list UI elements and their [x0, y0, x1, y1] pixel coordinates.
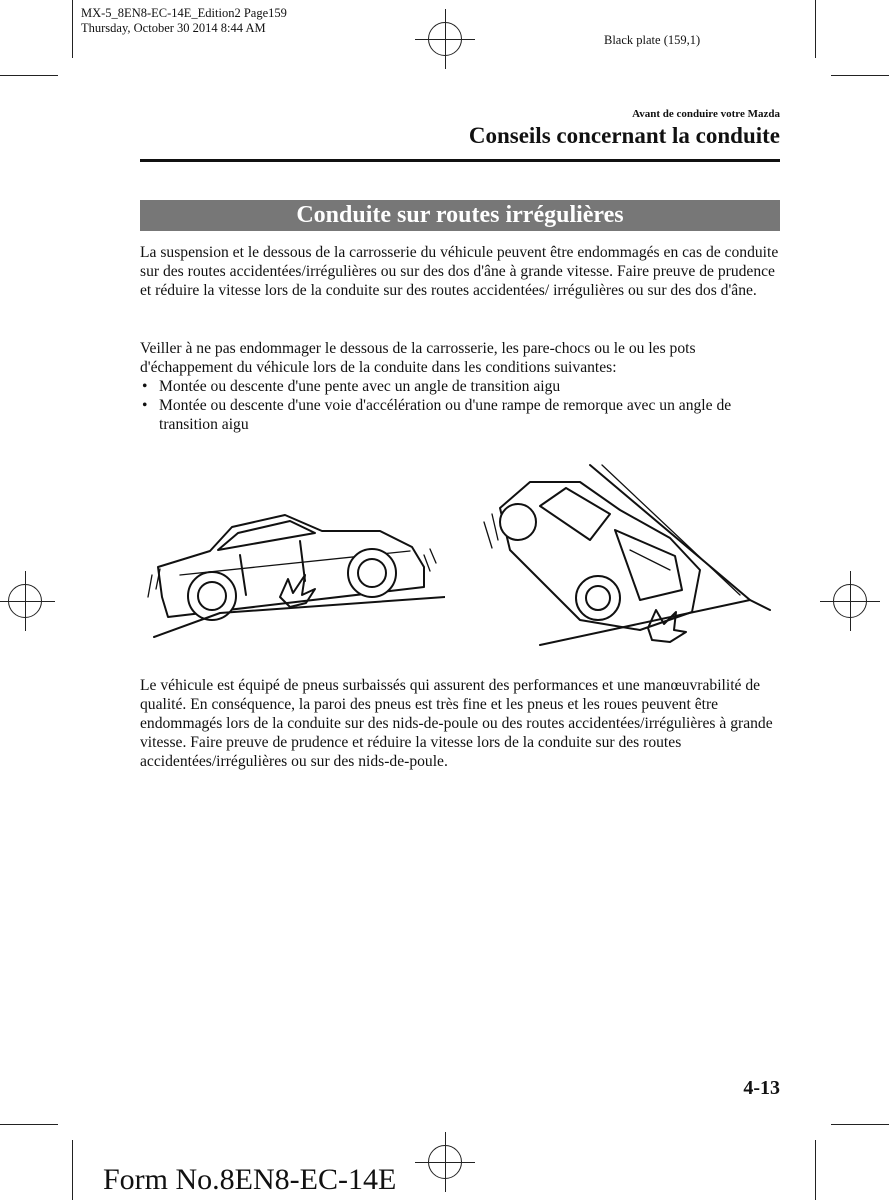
crop-mark [831, 75, 889, 76]
illustration-car-ramp-descent [470, 460, 775, 650]
condition-list [140, 377, 785, 434]
registration-mark-icon [428, 22, 462, 56]
list-item [140, 377, 785, 396]
chapter-title: Conseils concernant la conduite [468, 123, 780, 148]
body-paragraph-1: La suspension et le dessous de la carrosserie du véhicule peuvent être endommagés en cas de conduite sur des routes accidentées/irrégulières ou sur des dos d'âne à grande vitesse. Faire preuve de prudence et réduire la vitesse lors de la conduite sur des routes accidentées/ irrégulières ou sur des dos d'âne. [140, 244, 779, 299]
crop-mark [72, 0, 73, 58]
body-paragraph-2: Veiller à ne pas endommager le dessous de la carrosserie, les pare-chocs ou le ou les pots d'échappement du véhicule lors de la conduite dans les conditions suivantes: [140, 340, 696, 376]
crop-mark [831, 1124, 889, 1125]
illustration-car-steep-ramp [140, 505, 445, 645]
list-item-text: Montée ou descente d'une voie d'accélération ou d'une rampe de remorque avec un angle de transition aigu [159, 397, 732, 433]
print-file-info [81, 6, 287, 36]
crop-mark [0, 1124, 58, 1125]
print-file-name: MX-5_8EN8-EC-14E_Edition2 Page159 [81, 6, 287, 20]
list-item [140, 396, 785, 434]
front-wheel-icon [576, 576, 620, 620]
page-number: 4-13 [743, 1077, 780, 1099]
list-item-text: Montée ou descente d'une pente avec un angle de transition aigu [159, 378, 561, 395]
crop-mark [815, 1140, 816, 1200]
registration-mark-icon [8, 584, 42, 618]
body-paragraph-3: Le véhicule est équipé de pneus surbaissés qui assurent des performances et une manœuvrabilité de qualité. En conséquence, la paroi des pneus est très fine et les pneus et les roues peuvent être endommagés lors de la conduite sur des nids-de-poule ou des routes accidentées/irrégulières à grande vitesse. Faire preuve de prudence et réduire la vitesse lors de la conduite sur des routes accidentées/irrégulières ou sur des nids-de-poule. [140, 677, 773, 770]
print-timestamp: Thursday, October 30 2014 8:44 AM [81, 21, 266, 35]
chapter-subtitle: Avant de conduire votre Mazda [632, 108, 780, 120]
crop-mark [72, 1140, 73, 1200]
ground-line [540, 600, 750, 645]
registration-mark-icon [833, 584, 867, 618]
plate-label: Black plate (159,1) [604, 33, 701, 47]
registration-mark-icon [428, 1145, 462, 1179]
header-rule [140, 159, 780, 162]
form-number: Form No.8EN8-EC-14E [103, 1163, 397, 1196]
bullet-icon: • [142, 397, 148, 414]
crop-mark [815, 0, 816, 58]
bullet-icon: • [142, 378, 148, 395]
front-wheel-icon [348, 549, 396, 597]
rear-wheel-icon [500, 504, 536, 540]
crop-mark [0, 75, 58, 76]
section-banner: Conduite sur routes irrégulières [140, 200, 780, 231]
